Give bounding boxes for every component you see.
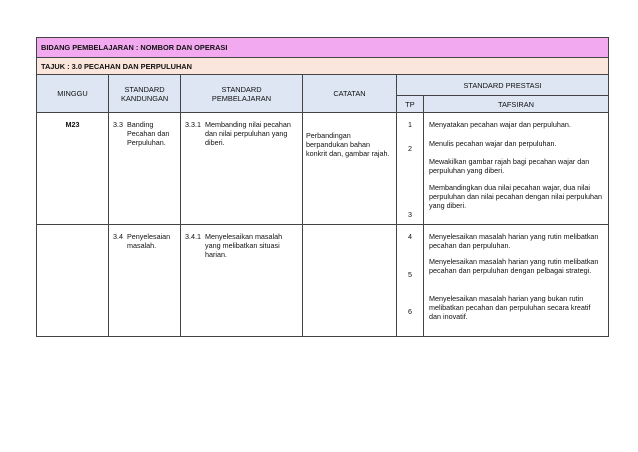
minggu-cell: M23: [37, 113, 109, 225]
tp-value: 6: [408, 307, 412, 316]
tp-value: 2: [408, 144, 412, 153]
rpt-table: [36, 37, 609, 337]
tafsiran-text: Menyelesaikan masalah harian yang rutin melibatkan pecahan dan perpuluhan.: [429, 232, 599, 250]
header-standard-prestasi: STANDARD PRESTASI: [397, 75, 609, 96]
tafsiran-cell: [424, 225, 609, 337]
sk-number: 3.4: [113, 232, 123, 241]
sk-text: Banding Pecahan dan Perpuluhan.: [127, 120, 170, 147]
standard-pembelajaran-cell: [181, 225, 303, 337]
sp-text: Membanding nilai pecahan dan nilai perpuluhan yang diberi.: [205, 120, 291, 147]
tp-cell: [397, 225, 424, 337]
standard-pembelajaran-cell: [181, 113, 303, 225]
tp-value: 3: [408, 210, 412, 219]
sp-number: 3.3.1: [185, 120, 201, 129]
header-tp: TP: [397, 96, 424, 113]
bidang-pembelajaran-bar: BIDANG PEMBELAJARAN : NOMBOR DAN OPERASI: [37, 38, 609, 58]
header-tafsiran: TAFSIRAN: [424, 96, 609, 113]
tp-value: 1: [408, 120, 412, 129]
standard-kandungan-cell: [109, 225, 181, 337]
catatan-cell: Perbandingan berpandukan bahan konkrit dan, gambar rajah.: [303, 113, 397, 225]
tp-value: 4: [408, 232, 412, 241]
tafsiran-text: Menyelesaikan masalah harian yang rutin melibatkan pecahan dan perpuluhan dengan pelbagai strategi.: [429, 257, 599, 275]
tp-cell: [397, 113, 424, 225]
header-minggu: MINGGU: [37, 75, 109, 113]
tafsiran-cell: [424, 113, 609, 225]
tafsiran-text: Menyelesaikan masalah harian yang bukan rutin melibatkan pecahan dan perpuluhan secara kreatif dan inovatif.: [429, 294, 591, 321]
tafsiran-text: Menulis pecahan wajar dan perpuluhan.: [429, 139, 557, 148]
catatan-cell: [303, 225, 397, 337]
sp-text: Menyelesaikan masalah yang melibatkan situasi harian.: [205, 232, 283, 259]
tp-value: 5: [408, 270, 412, 279]
sk-number: 3.3: [113, 120, 123, 129]
sk-text: Penyelesaian masalah.: [127, 232, 171, 250]
rpt-sheet: [36, 37, 608, 337]
tafsiran-text: Membandingkan dua nilai pecahan wajar, dua nilai perpuluhan dan nilai pecahan dengan nilai perpuluhan yang diberi.: [429, 183, 603, 210]
table-row: [37, 113, 609, 225]
header-catatan: CATATAN: [303, 75, 397, 113]
minggu-cell: [37, 225, 109, 337]
sp-number: 3.4.1: [185, 232, 201, 241]
standard-kandungan-cell: [109, 113, 181, 225]
table-row: [37, 225, 609, 337]
tafsiran-text: Mewakilkan gambar rajah bagi pecahan wajar dan perpuluhan yang diberi.: [429, 157, 590, 175]
header-standard-kandungan: STANDARD KANDUNGAN: [109, 75, 181, 113]
header-standard-pembelajaran: STANDARD PEMBELAJARAN: [181, 75, 303, 113]
tajuk-bar: TAJUK : 3.0 PECAHAN DAN PERPULUHAN: [37, 58, 609, 75]
tafsiran-text: Menyatakan pecahan wajar dan perpuluhan.: [429, 120, 571, 129]
